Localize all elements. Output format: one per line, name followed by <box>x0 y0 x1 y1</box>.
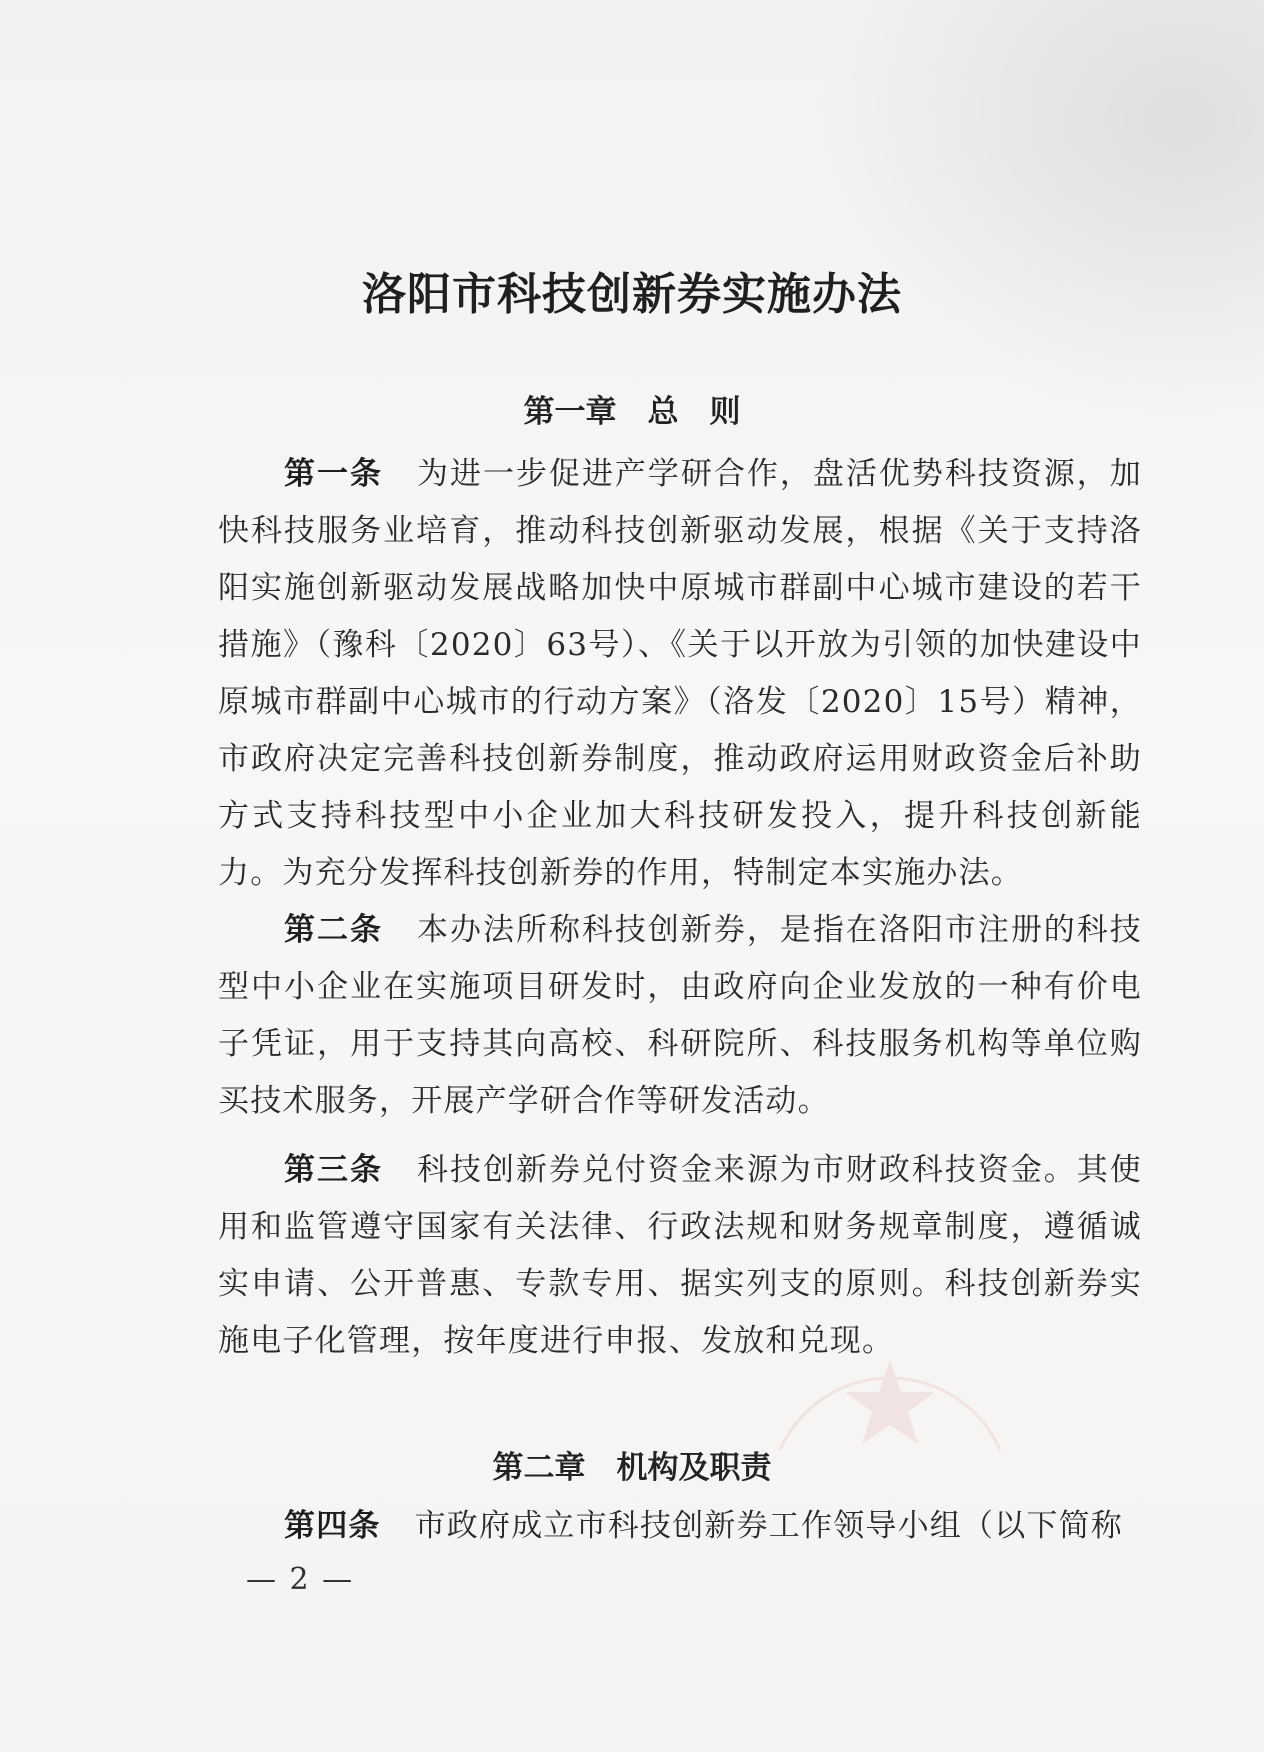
article-2-label: 第二条 <box>284 912 383 948</box>
chapter-2-heading: 第二章 机构及职责 <box>492 1450 772 1486</box>
article-1-label: 第一条 <box>284 456 383 492</box>
article-3 <box>218 1142 1142 1370</box>
article-1-text: 为进一步促进产学研合作，盘活优势科技资源，加快科技服务业培育，推动科技创新驱动发展，根据《关于支持洛阳实施创新驱动发展战略加快中原城市群副中心城市建设的若干措施》（豫科〔2020〕63号）、《关于以开放为引领的加快建设中原城市群副中心城市的行动方案》（洛发〔2020〕15号）精神，市政府决定完善科技创新券制度，推动政府运用财政资金后补助方式支持科技型中小企业加大科技研发投入，提升科技创新能力。为充分发挥科技创新券的作用，特制定本实施办法。 <box>218 456 1142 891</box>
chapter-1-heading: 第一章 总 则 <box>523 394 741 430</box>
article-1 <box>218 446 1142 902</box>
article-2 <box>218 902 1142 1130</box>
page-number: — 2 — <box>246 1562 355 1597</box>
article-4 <box>218 1498 1142 1555</box>
article-3-text: 科技创新券兑付资金来源为市财政科技资金。其使用和监管遵守国家有关法律、行政法规和财务规章制度，遵循诚实申请、公开普惠、专款专用、据实列支的原则。科技创新券实施电子化管理，按年度进行申报、发放和兑现。 <box>218 1152 1142 1359</box>
article-4-label: 第四条 <box>284 1508 381 1544</box>
article-3-label: 第三条 <box>284 1152 383 1188</box>
document-title: 洛阳市科技创新券实施办法 <box>362 269 902 320</box>
article-4-text: 市政府成立市科技创新券工作领导小组（以下简称 <box>414 1508 1124 1544</box>
article-2-text: 本办法所称科技创新券，是指在洛阳市注册的科技型中小企业在实施项目研发时，由政府向企业发放的一种有价电子凭证，用于支持其向高校、科研院所、科技服务机构等单位购买技术服务，开展产学研合作等研发活动。 <box>218 912 1142 1119</box>
